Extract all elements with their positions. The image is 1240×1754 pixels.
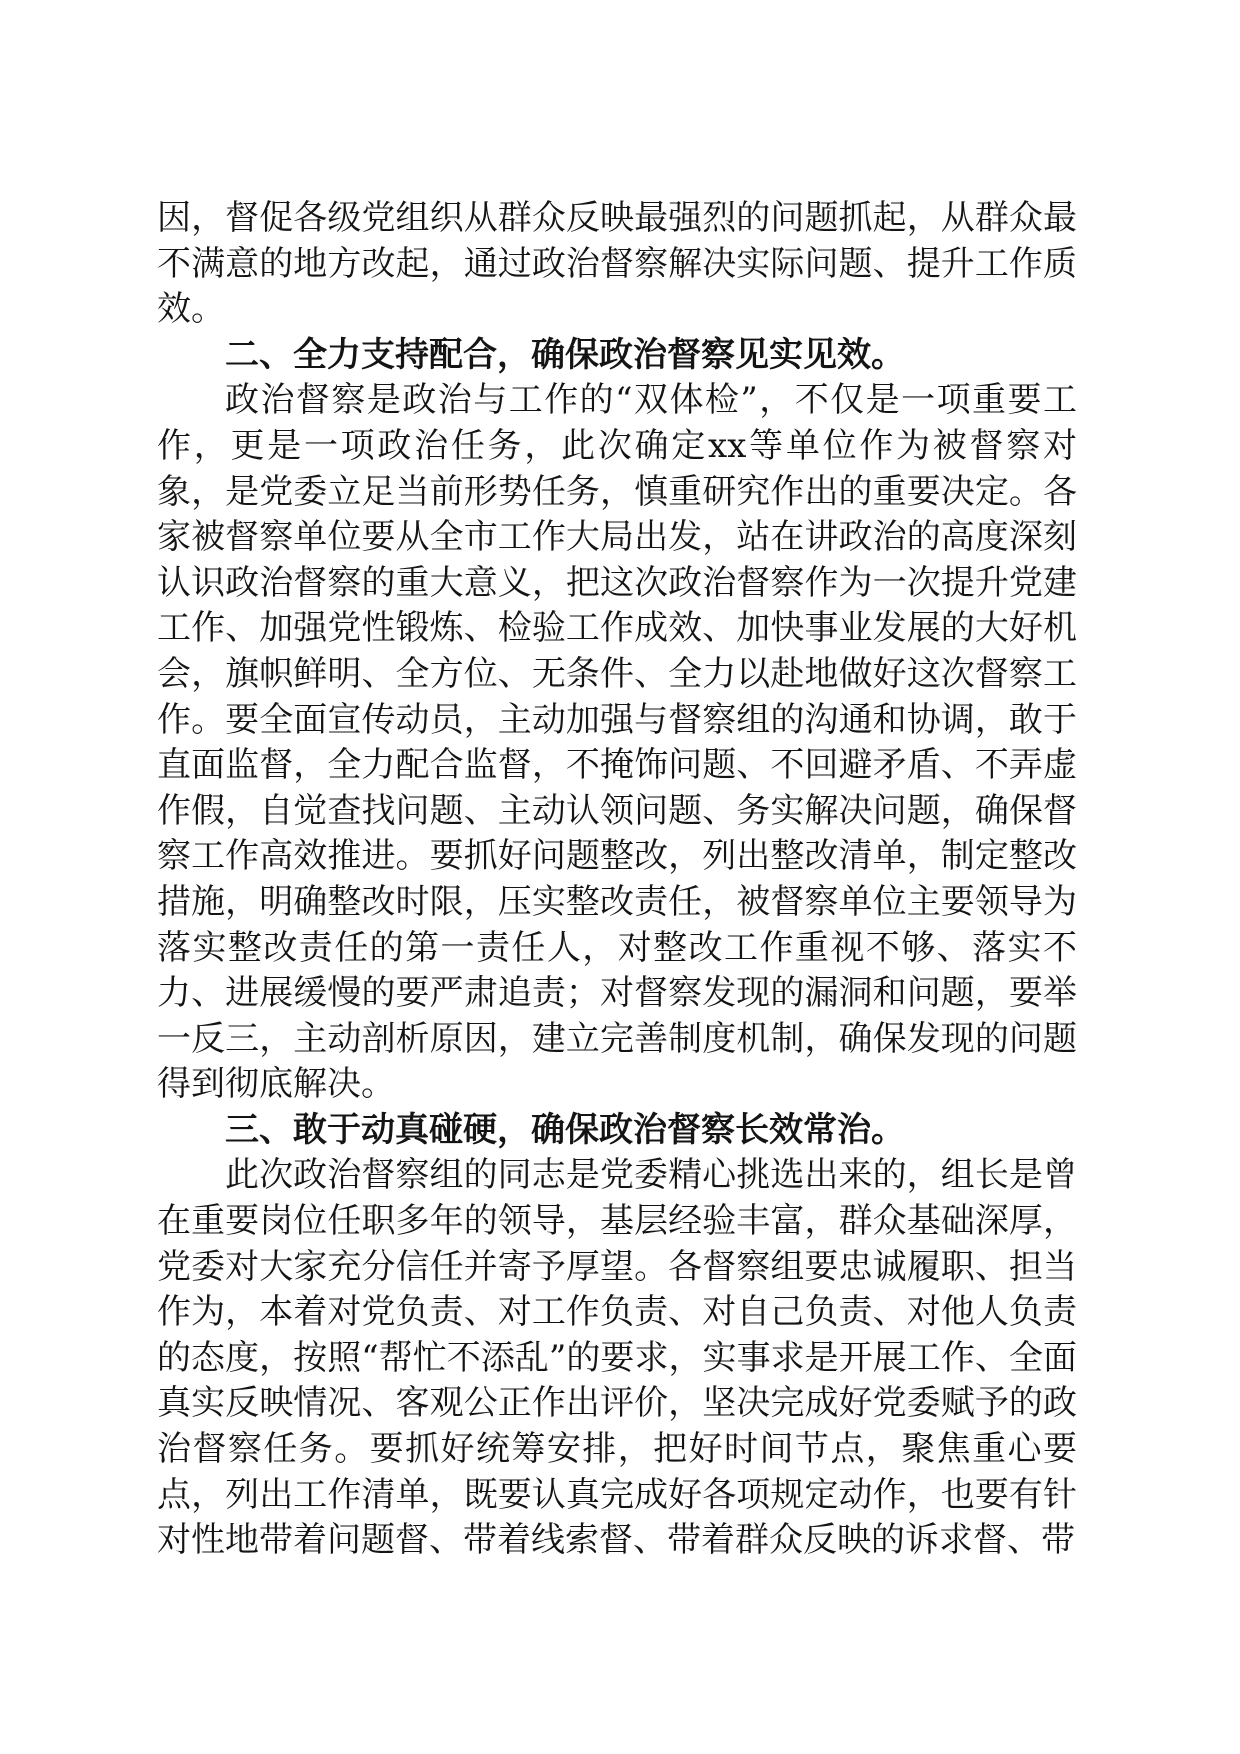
paragraph-body-section-2: 政治督察是政治与工作的“双体检”，不仅是一项重要工作，更是一项政治任务，此次确定xx等单位作为被督察对象，是党委立足当前形势任务，慎重研究作出的重要决定。各家被督察单位要从全市工作大局出发，站在讲政治的高度深刻认识政治督察的重大意义，把这次政治督察作为一次提升党建工作、加强党性锻炼、检验工作成效、加快事业发展的大好机会，旗帜鲜明、全方位、无条件、全力以赴地做好这次督察工作。要全面宣传动员，主动加强与督察组的沟通和协调，敢于直面监督，全力配合监督，不掩饰问题、不回避矛盾、不弄虚作假，自觉查找问题、主动认领问题、务实解决问题，确保督察工作高效推进。要抓好问题整改，列出整改清单，制定整改措施，明确整改时限，压实整改责任，被督察单位主要领导为落实整改责任的第一责任人，对整改工作重视不够、落实不力、进展缓慢的要严肃追责；对督察发现的漏洞和问题，要举一反三，主动剖析原因，建立完善制度机制，确保发现的问题得到彻底解决。 bbox=[157, 380, 1077, 1105]
document-body bbox=[157, 196, 1077, 1564]
paragraph-continuation: 因，督促各级党组织从群众反映最强烈的问题抓起，从群众最不满意的地方改起，通过政治督察解决实际问题、提升工作质效。 bbox=[157, 198, 1077, 330]
section-heading-2: 二、全力支持配合，确保政治督察见实见效。 bbox=[225, 334, 905, 375]
paragraph-body-section-3: 此次政治督察组的同志是党委精心挑选出来的，组长是曾在重要岗位任职多年的领导，基层经验丰富，群众基础深厚，党委对大家充分信任并寄予厚望。各督察组要忠诚履职、担当作为，本着对党负责、对工作负责、对自己负责、对他人负责的态度，按照“帮忙不添乱”的要求，实事求是开展工作、全面真实反映情况、客观公正作出评价，坚决完成好党委赋予的政治督察任务。要抓好统筹安排，把好时间节点，聚焦重心要点，列出工作清单，既要认真完成好各项规定动作，也要有针对性地带着问题督、带着线索督、带着群众反映的诉求督、带 bbox=[157, 1155, 1077, 1561]
section-heading-3: 三、敢于动真碰硬，确保政治督察长效常治。 bbox=[225, 1109, 905, 1150]
